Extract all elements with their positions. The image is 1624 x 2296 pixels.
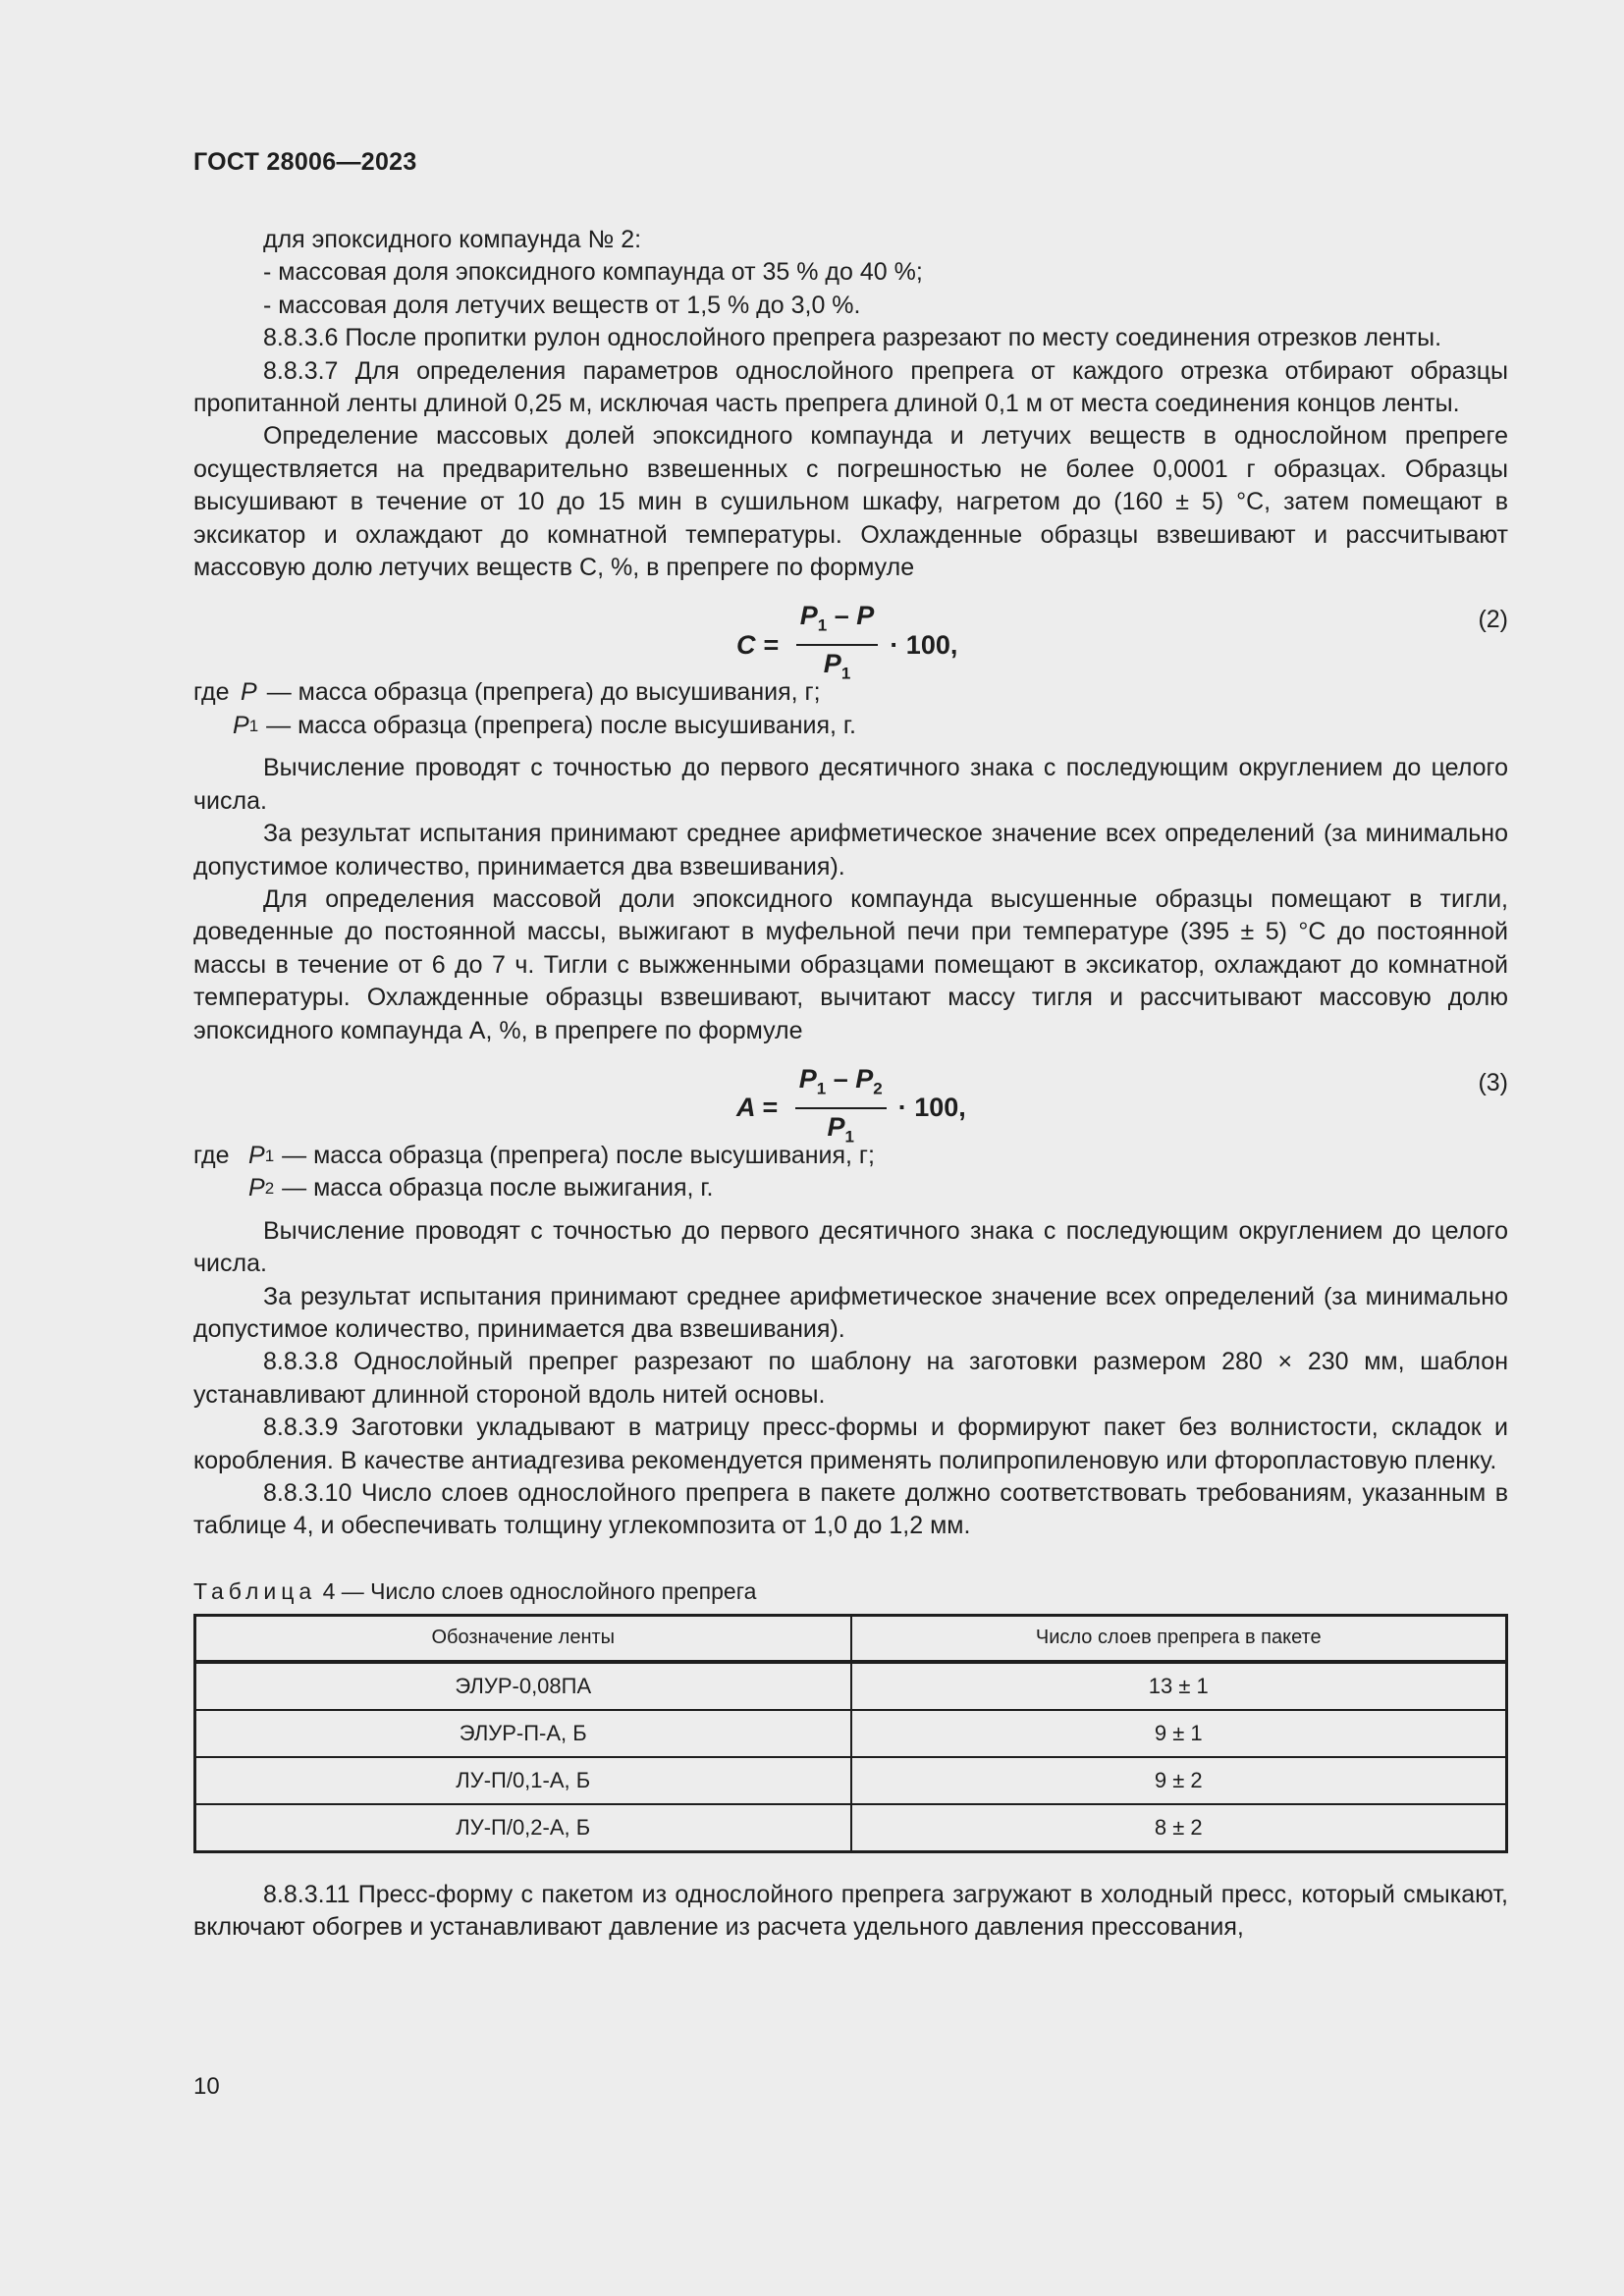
table-cell: ЛУ-П/0,2-А, Б: [195, 1804, 851, 1852]
table-row: [195, 1757, 1507, 1804]
paragraph: - массовая доля эпоксидного компаунда от 35 % до 40 %;: [263, 258, 923, 287]
paragraph: - массовая доля летучих веществ от 1,5 % до 3,0 %.: [263, 291, 861, 319]
page-number: 10: [193, 2073, 220, 2100]
paragraph: Вычисление проводят с точностью до первого десятичного знака с последующим округлением до целого числа.: [193, 1216, 1508, 1278]
legend-subscript: 2: [264, 1179, 275, 1199]
formula-lhs: A =: [736, 1093, 778, 1123]
table-cell: 9 ± 1: [851, 1710, 1507, 1757]
paragraph: За результат испытания принимают среднее арифметическое значение всех определений (за минимально допустимое количество, принимается два взвешивания).: [193, 820, 1508, 881]
table-cell: 13 ± 1: [851, 1662, 1507, 1710]
table-header-cell: Число слоев препрега в пакете: [851, 1615, 1507, 1662]
legend-text: — масса образца (препрега) после высушивания, г;: [282, 1141, 876, 1169]
legend-prefix: [193, 1172, 248, 1204]
paragraph: Для определения массовой доли эпоксидного компаунда высушенные образцы помещают в тигли, доведенные до постоянной массы, выжигают в муфельной печи при температуре (395 ± 5) °С до постоянной массы в течение от 6 до 7 ч. Тигли с выжженными образцами помещают в эксикатор, охлаждают до комнатной температуры. Охлажденные образцы взвешивают, вычитают массу тигля и рассчитывают массовую долю эпоксидного компаунда А, %, в препреге по формуле: [193, 884, 1508, 1044]
legend-text: — масса образца (препрега) до высушивания, г;: [266, 678, 821, 707]
equation-number: (3): [1478, 1068, 1508, 1096]
formula-symbol: P: [799, 601, 818, 631]
formula-tail: · 100,: [897, 1093, 966, 1123]
table-header-cell: Обозначение ленты: [195, 1615, 851, 1662]
legend-text: — масса образца после выжигания, г.: [282, 1174, 714, 1202]
formula-body: [736, 1063, 966, 1153]
paragraph: 8.8.3.10 Число слоев однослойного препрега в пакете должно соответствовать требованиям, указанным в таблице 4, и обеспечивать толщину углекомпозита от 1,0 до 1,2 мм.: [193, 1479, 1508, 1540]
paragraph: Вычисление проводят с точностью до первого десятичного знака с последующим округлением до целого числа.: [193, 754, 1508, 815]
legend-prefix: где: [193, 1141, 230, 1169]
formula-tail: · 100,: [890, 629, 958, 660]
table-cell: 8 ± 2: [851, 1804, 1507, 1852]
paragraph: для эпоксидного компаунда № 2:: [263, 226, 642, 253]
formula-symbol: P: [856, 601, 875, 631]
formula-fraction: [796, 600, 879, 690]
formula-operator: –: [827, 601, 857, 631]
legend-symbol: P: [233, 711, 249, 739]
table-cell: ЭЛУР-П-А, Б: [195, 1710, 851, 1757]
formula-symbol: P: [855, 1063, 874, 1094]
formula-3: [193, 1051, 1508, 1147]
table-caption: [193, 1576, 1508, 1606]
legend-subscript: 1: [264, 1146, 275, 1165]
table-row: [195, 1662, 1507, 1710]
formula-subscript: 1: [840, 664, 851, 683]
paragraph: 8.8.3.7 Для определения параметров однослойного препрега от каждого отрезка отбирают образцы пропитанной ленты длиной 0,25 м, исключая часть препрега длиной 0,1 м от места соединения концов ленты.: [193, 356, 1508, 418]
table-caption-label: Таблица: [193, 1577, 317, 1604]
legend-symbol: P: [241, 678, 257, 707]
legend-row: [193, 1172, 1508, 1204]
fraction-numerator: [796, 600, 879, 646]
formula-symbol: P: [823, 649, 841, 679]
table-row: [195, 1710, 1507, 1757]
formula-fraction: [795, 1063, 887, 1153]
page-content: [193, 224, 1508, 1945]
legend-text: — масса образца (препрега) после высушивания, г.: [266, 711, 856, 739]
table-4: [193, 1614, 1508, 1853]
table-caption-text: 4 — Число слоев однослойного препрега: [316, 1577, 757, 1604]
formula-symbol: P: [827, 1111, 845, 1142]
paragraph: 8.8.3.8 Однослойный препрег разрезают по шаблону на заготовки размером 280 × 230 мм, шаблон устанавливают длинной стороной вдоль нитей основы.: [193, 1348, 1508, 1409]
paragraph: 8.8.3.9 Заготовки укладывают в матрицу пресс-формы и формируют пакет без волнистости, складок и коробления. В качестве антиадгезива рекомендуется применять полипропиленовую или фторопластовую пленку.: [193, 1414, 1508, 1474]
legend-symbol: P: [248, 1141, 265, 1169]
paragraph: За результат испытания принимают среднее арифметическое значение всех определений (за минимально допустимое количество, принимается два взвешивания).: [193, 1282, 1508, 1343]
formula-2: [193, 588, 1508, 683]
paragraph: 8.8.3.6 После пропитки рулон однослойного препрега разрезают по месту соединения отрезков ленты.: [263, 324, 1442, 352]
formula-subscript: 1: [816, 1079, 827, 1098]
paragraph: 8.8.3.11 Пресс-форму с пакетом из однослойного препрега загружают в холодный пресс, который смыкают, включают обогрев и устанавливают давление из расчета удельного давления прессования,: [193, 1880, 1508, 1942]
table-row: [195, 1804, 1507, 1852]
fraction-denominator: [828, 1109, 854, 1153]
formula-lhs: C =: [736, 629, 779, 660]
table-cell: ЭЛУР-0,08ПА: [195, 1662, 851, 1710]
formula-operator: –: [826, 1063, 856, 1094]
equation-number: (2): [1478, 606, 1508, 634]
legend-subscript: 1: [248, 716, 259, 735]
paragraph: Определение массовых долей эпоксидного компаунда и летучих веществ в однослойном препреге осуществляется на предварительно взвешенных с погрешностью не более 0,0001 г образцах. Образцы высушивают в течение от 10 до 15 мин в сушильном шкафу, нагретом до (160 ± 5) °С, затем помещают в эксикатор и охлаждают до комнатной температуры. Охлажденные образцы взвешивают и рассчитывают массовую долю летучих веществ С, %, в препреге по формуле: [193, 422, 1508, 582]
table-cell: ЛУ-П/0,1-А, Б: [195, 1757, 851, 1804]
formula-subscript: 2: [873, 1079, 883, 1098]
fraction-denominator: [824, 646, 850, 690]
formula-symbol: P: [798, 1063, 817, 1094]
legend-row: [193, 710, 1508, 742]
formula-subscript: 1: [844, 1127, 854, 1147]
legend-prefix: где: [193, 678, 230, 707]
legend-prefix: [193, 710, 233, 742]
table-header-row: [195, 1615, 1507, 1662]
legend-symbol: P: [248, 1174, 265, 1202]
formula-body: [736, 600, 957, 690]
table-cell: 9 ± 2: [851, 1757, 1507, 1804]
formula-subscript: 1: [817, 615, 828, 635]
fraction-numerator: [795, 1063, 887, 1109]
document-header: ГОСТ 28006—2023: [193, 148, 417, 176]
